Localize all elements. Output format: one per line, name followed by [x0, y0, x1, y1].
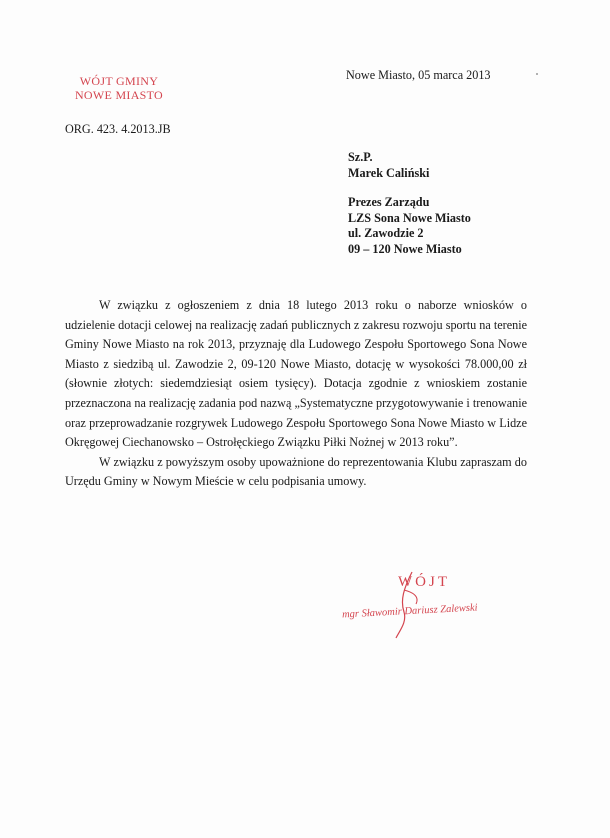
recipient-street: ul. Zawodzie 2	[348, 226, 424, 240]
recipient-postal-city: 09 – 120 Nowe Miasto	[348, 241, 462, 256]
recipient-salutation: Sz.P.	[348, 150, 373, 164]
issuer-line-2: NOWE MIASTO	[74, 88, 164, 102]
recipient-organization: LZS Sona Nowe Miasto	[348, 210, 471, 225]
scan-speck	[536, 73, 538, 75]
recipient-title: Prezes Zarządu	[348, 195, 430, 209]
recipient-name: Marek Caliński	[348, 165, 430, 180]
body-paragraph-2: W związku z powyższym osoby upoważnione do reprezentowania Klubu zapraszam do Urzędu Gminy w Nowym Mieście w celu podpisania umowy.	[65, 454, 527, 489]
reference-number: ORG. 423. 4.2013.JB	[65, 122, 171, 136]
signatory-name: mgr Sławomir Dariusz Zalewski	[341, 602, 478, 621]
body-paragraph-1: W związku z ogłoszeniem z dnia 18 lutego 2013 roku o naborze wniosków o udzielenie dotacji celowej na realizację zadań publicznych z zakresu rozwoju sportu na terenie Gminy Nowe Miasto na rok 2013, przyznaję dla Ludowego Zespołu Sportowego Sona Nowe Miasto z siedzibą ul. Zawodzie 2, 09-120 Nowe Miasto, dotację w wysokości 78.000,00 zł (słownie złotych: siedemdziesiąt osiem tysięcy). Dotacja zgodnie z wnioskiem zostanie przeznaczona na realizację zadania pod nazwą „Systematyczne przygotowywanie i trenowanie oraz przeprowadzanie rozgrywek Ludowego Zespołu Sportowego Sona Nowe Miasto w Lidze Okręgowej Ciechanowsko – Ostrołęckiego Związku Piłki Nożnej w 2013 roku”.	[65, 298, 527, 450]
issuer-line-1: WÓJT GMINY	[79, 74, 159, 88]
recipient-block	[348, 150, 471, 257]
issuer-stamp	[64, 74, 174, 102]
signature-block	[341, 570, 502, 630]
signature-stamp-title: WÓJT	[398, 574, 450, 590]
letter-body	[65, 296, 527, 492]
place-date: Nowe Miasto, 05 marca 2013	[346, 68, 491, 82]
